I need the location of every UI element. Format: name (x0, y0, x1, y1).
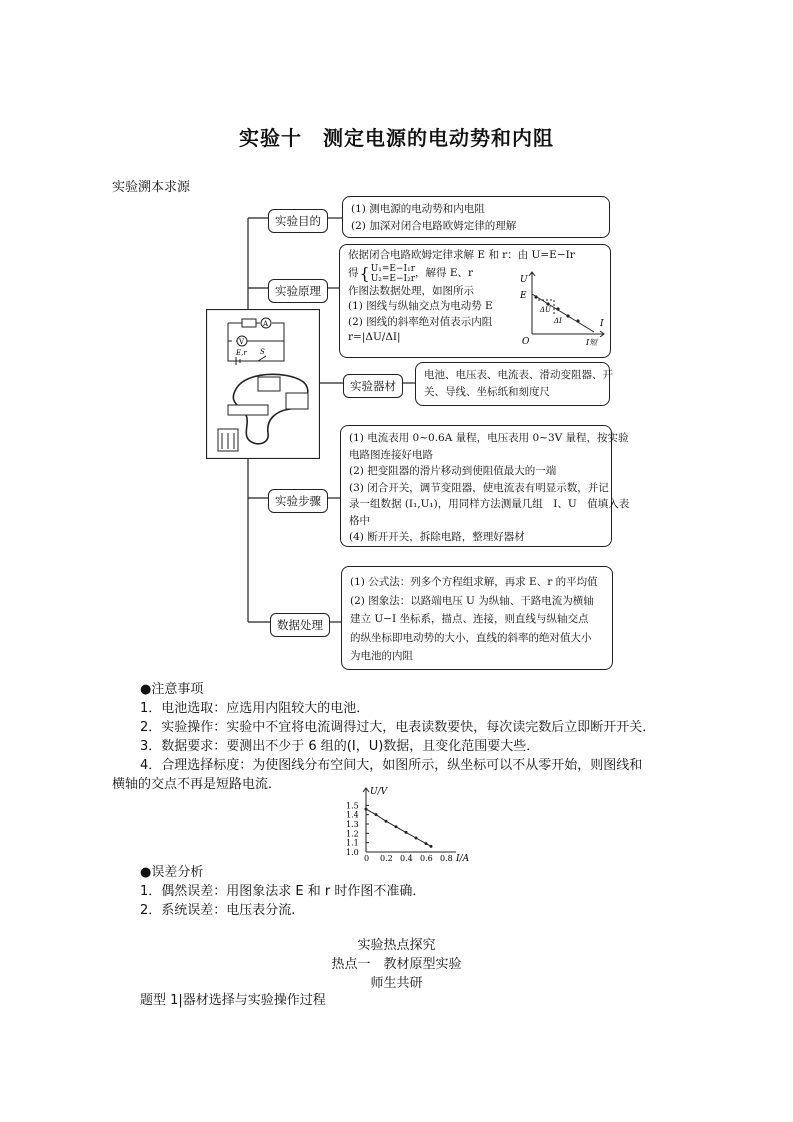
error-item: 1．偶然误差：用图象法求 E 和 r 时作图不准确． (140, 884, 426, 899)
label-purpose: 实验目的 (268, 209, 328, 233)
purpose-line: (2) 加深对闭合电路欧姆定律的理解 (351, 220, 517, 232)
error-item: 2．系统误差：电压表分流. (140, 903, 296, 918)
chart-y-tick-label: 1.3 (346, 820, 359, 829)
label-equipment: 实验器材 (343, 374, 403, 398)
graph-u-axis-label: U (520, 275, 528, 285)
chart-data-point (375, 813, 378, 816)
brace-glyph: { (359, 263, 370, 283)
purpose-box (342, 196, 610, 238)
errors-heading: ●误差分析 (140, 865, 204, 880)
chart-y-tick-label: 1.4 (346, 810, 359, 820)
chart-data-point (385, 820, 388, 823)
data-processing-line: (2) 图象法：以路端电压 U 为纵轴、干路电流为横轴 (350, 594, 594, 607)
chart-x-tick-label: 0 (364, 854, 370, 863)
steps-line: 格中 (349, 514, 370, 527)
label-steps: 实验步骤 (268, 489, 328, 513)
note-item: 4．合理选择标度：为使图线分布空间大，如图所示，纵坐标可以不从零开始，则图线和 (140, 758, 643, 773)
section-heading: 实验热点探究 (357, 938, 436, 953)
chart-y-axis-label: U/V (370, 787, 388, 797)
equipment-line: 关、导线、坐标纸和刻度尺 (424, 386, 550, 398)
eq-1: U₁=E−I₁r (370, 263, 415, 274)
equipment-line: 电池、电压表、电流表、滑动变阻器、开 (424, 369, 613, 381)
steps-line: (2) 把变阻器的滑片移动到使阻值最大的一端 (349, 465, 557, 477)
principle-formula: r=|ΔU/ΔI| (348, 331, 401, 343)
switch-label: S (260, 348, 265, 356)
chart-data-point (405, 831, 408, 834)
graph-isc-label: I短 (586, 338, 598, 346)
question-type-label: 题型 1|器材选择与实验操作过程 (140, 993, 326, 1008)
steps-line: 电路图连接好电路 (349, 448, 433, 461)
steps-line: 录一组数据 (I₁,U₁)，用同样方法测量几组 I、U 值填入表 (349, 498, 630, 510)
data-processing-box (341, 566, 613, 670)
chart-y-tick-label: 1.1 (346, 838, 359, 848)
chart-data-point (430, 845, 433, 848)
voltmeter-symbol: V (239, 338, 245, 346)
graph-e-label: E (520, 291, 527, 301)
note-item: 3．数据要求：要测出不少于 6 组的(I，U)数据，且变化范围要大些． (140, 739, 540, 754)
emf-label: E,r (236, 349, 247, 357)
hotspot-heading: 热点一 教材原型实验 (331, 957, 462, 972)
u-i-chart (344, 784, 474, 864)
chart-x-tick-label: 0.4 (400, 854, 413, 863)
data-processing-line: (1) 公式法：列多个方程组求解，再求 E、r 的平均值 (350, 576, 598, 588)
chart-x-tick-label: 0.8 (440, 854, 453, 863)
chart-data-point (425, 842, 428, 845)
purpose-line: (1) 测电源的电动势和内电阻 (351, 203, 485, 215)
label-data-processing: 数据处理 (270, 613, 330, 637)
graph-di-label: ΔI (554, 317, 562, 325)
data-processing-line: 的纵坐标即电动势的大小，直线的斜率的绝对值大小 (350, 631, 592, 644)
eq-2: U₂=E−I₂r (370, 273, 415, 284)
section-subtitle: 实验溯本求源 (112, 180, 191, 195)
teacher-student-label: 师生共研 (370, 976, 423, 991)
steps-line: (3) 闭合开关，调节变阻器，使电流表有明显示数，并记 (349, 481, 609, 494)
principle-ui-graph (514, 264, 609, 346)
principle-line: (1) 图线与纵轴交点为电动势 E (348, 300, 493, 312)
principle-line: 依据闭合电路欧姆定律求解 E 和 r：由 U=E−Ir (348, 249, 575, 261)
eq-prefix: 得 (348, 266, 359, 279)
eq-stack (371, 264, 415, 284)
note-item: 2．实验操作：实验中不宜将电流调得过大，电表读数要快，每次读完数后立即断开开关． (140, 720, 656, 735)
steps-box (340, 425, 630, 547)
chart-x-axis-label: I/A (456, 854, 470, 864)
chart-data-point (395, 825, 398, 828)
steps-line: (4) 断开开关，拆除电路，整理好器材 (349, 531, 525, 543)
chart-y-tick-label: 1.0 (346, 848, 359, 857)
chart-x-tick-label: 0.6 (420, 854, 433, 863)
note-item: 1．电池选取：应选用内阻较大的电池． (140, 701, 370, 716)
equipment-box (415, 362, 613, 406)
notes-heading: ●注意事项 (140, 682, 204, 697)
ammeter-symbol: A (263, 320, 269, 328)
eq-suffix: ，解得 E、r (415, 266, 474, 279)
chart-data-point (365, 808, 368, 811)
principle-line: (2) 图线的斜率绝对值表示内阻 (348, 315, 493, 328)
data-processing-line: 为电池的内阻 (350, 650, 413, 662)
principle-line: 作图法数据处理，如图所示 (348, 284, 474, 297)
chart-x-tick-label: 0.2 (380, 854, 393, 863)
graph-i-axis-label: I (600, 319, 604, 329)
note-item: 横轴的交点不再是短路电流． (112, 777, 282, 792)
graph-du-label: ΔU (540, 306, 551, 314)
label-principle: 实验原理 (268, 279, 328, 303)
chart-data-point (415, 837, 418, 840)
page-title: 实验十 测定电源的电动势和内阻 (239, 126, 554, 150)
circuit-apparatus-illustration (206, 309, 320, 459)
chart-y-tick-label: 1.2 (346, 829, 359, 839)
chart-y-tick-label: 1.5 (346, 801, 359, 811)
graph-origin-label: O (522, 337, 530, 346)
steps-line: (1) 电流表用 0~0.6A 量程，电压表用 0~3V 量程，按实验 (349, 432, 629, 444)
data-processing-line: 建立 U−I 坐标系，描点、连接，则直线与纵轴交点 (350, 613, 589, 625)
